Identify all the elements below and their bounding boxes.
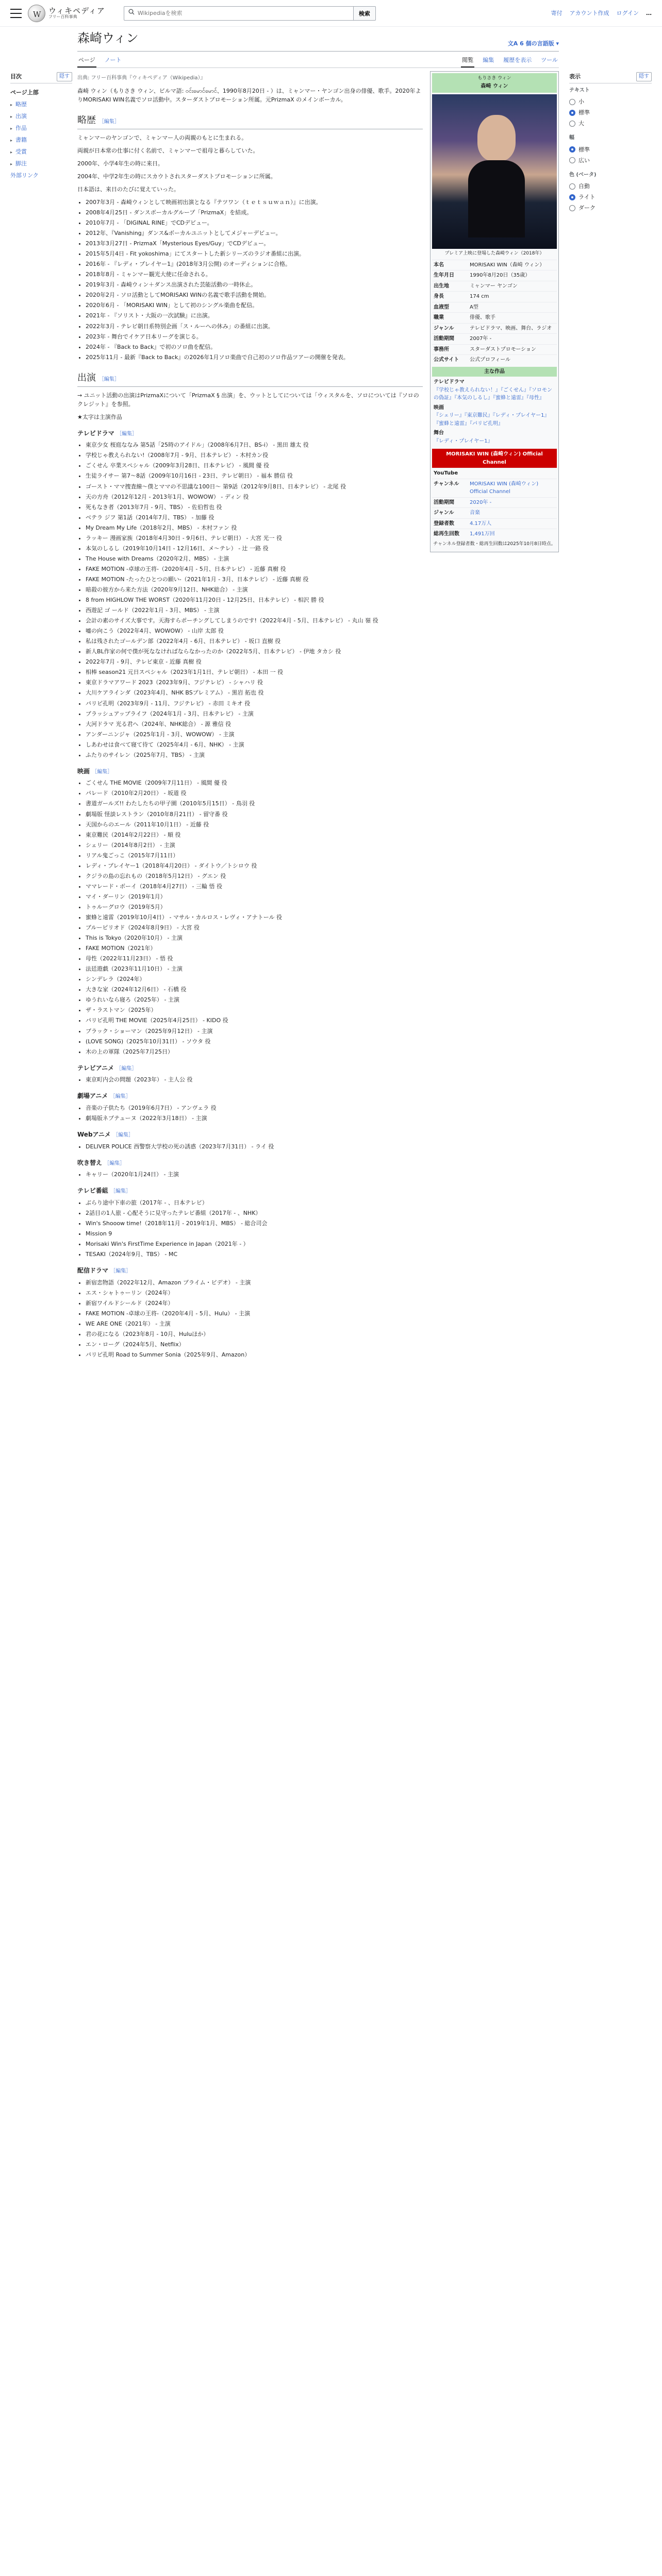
chevron-icon[interactable]: ▸ xyxy=(10,161,13,166)
chevron-icon[interactable]: ▸ xyxy=(10,102,13,107)
list-item[interactable]: • 暗殺の彼方から来た方法（2020年9月12日、NHK総合） - 主演 xyxy=(86,585,423,594)
youtube-value[interactable]: 1,491万回 xyxy=(470,531,495,537)
tv-anime-list xyxy=(77,1075,423,1084)
edit-link[interactable]: ［編集］ xyxy=(98,376,120,382)
list-item: • 2025年11月 - 最新『Back to Back』の2026年1月ソロ楽曲で自己初のソロ作品ツアーの開催を発表。 xyxy=(86,353,423,362)
tab-tools[interactable]: ツール xyxy=(541,57,558,64)
youtube-row xyxy=(432,518,557,529)
list-item: • 2016年 - 『レディ・プレイヤー1』(2018年3月公開) のオーディションに合格。 xyxy=(86,260,423,268)
radio-icon[interactable] xyxy=(569,110,575,116)
color-label: 色 (ベータ) xyxy=(569,172,597,178)
youtube-value[interactable] xyxy=(470,469,555,478)
edit-link[interactable]: ［編集］ xyxy=(116,431,137,437)
list-item[interactable]: • FAKE MOTION（2021年） xyxy=(86,944,423,953)
appearance-sidebar xyxy=(569,72,652,218)
youtube-value[interactable]: 2020年 - xyxy=(470,499,492,505)
list-item: • 2024年 - 『Back to Back』で初のソロ曲を配信。 xyxy=(86,343,423,351)
article-body xyxy=(77,71,423,1361)
youtube-key: チャンネル xyxy=(434,481,459,487)
infobox-key: 出生地 xyxy=(434,283,449,289)
search-bar xyxy=(124,6,376,21)
subsection-tv-anime: テレビアニメ ［編集］ xyxy=(77,1064,137,1072)
theater-anime-list xyxy=(77,1104,423,1123)
infobox-key: 本名 xyxy=(434,262,444,268)
infobox-key: 公式サイト xyxy=(434,357,459,363)
dub-list xyxy=(77,1170,423,1179)
list-item[interactable]: • 母性（2022年11月23日） - 悟 役 xyxy=(86,954,423,963)
youtube-rows xyxy=(432,468,557,539)
radio-label: 大 xyxy=(578,120,584,127)
bio-list xyxy=(77,198,423,362)
list-item[interactable]: • TESAKI（2024年9月、TBS） - MC xyxy=(86,1250,423,1259)
list-item[interactable]: • 音楽の子供たち（2019年6月7日） - アンヴェラ 役 xyxy=(86,1104,423,1112)
list-item[interactable]: • 法廷遊戯（2023年11月10日） - 主演 xyxy=(86,964,423,973)
wikipedia-globe-icon xyxy=(28,5,45,22)
list-item[interactable]: • ブラック・ショーマン（2025年9月12日） - 主演 xyxy=(86,1027,423,1036)
subsection-film: 映画 ［編集］ xyxy=(77,767,113,775)
list-item[interactable]: • レディ・プレイヤー1（2018年4月20日） - ダイトウ／トシロウ 役 xyxy=(86,861,423,870)
list-item[interactable]: • 大川ケアラインダ（2023年4月、NHK BSプレミアム） - 黒岩 拓也 役 xyxy=(86,688,423,697)
list-item[interactable]: • 劇場版 怪談レストラン（2010年8月21日） - 留守番 役 xyxy=(86,810,423,819)
radio-icon[interactable] xyxy=(569,194,575,200)
page-title: 森崎ウィン xyxy=(77,31,139,45)
chevron-icon[interactable]: ▸ xyxy=(10,126,13,131)
list-item[interactable]: • 東京ドラマアワード 2023（2023年9月、フジテレビ） - シャハリ 役 xyxy=(86,678,423,687)
infobox-key: 身長 xyxy=(434,294,444,300)
list-item[interactable]: • 新宿ワイルドシールド（2024年） xyxy=(86,1299,423,1308)
youtube-note: チャンネル登録者数・総再生回数は2025年10月8日時点。 xyxy=(433,541,556,547)
infobox-row xyxy=(432,291,557,302)
radio-option[interactable] xyxy=(569,118,652,129)
list-item[interactable]: • 生徒ライサー 第7～8話（2009年10月16日 - 23日、テレビ朝日） - 福本 勝信 役 xyxy=(86,471,423,480)
list-item[interactable]: • アンダーニンジャ（2025年1月 - 3月、WOWOW） - 主演 xyxy=(86,730,423,739)
search-input[interactable] xyxy=(138,10,349,16)
list-item[interactable]: • 木の上の軍隊（2025年7月25日） xyxy=(86,1047,423,1056)
tab-history[interactable]: 履歴を表示 xyxy=(503,57,532,64)
list-item[interactable]: • リアル鬼ごっこ（2015年7月11日） xyxy=(86,851,423,860)
create-account-link[interactable]: アカウント作成 xyxy=(569,9,609,16)
infobox-value: テレビドラマ、映画、舞台、ラジオ xyxy=(470,325,552,331)
article-source-line: 出典: フリー百科事典『ウィキペディア（Wikipedia）』 xyxy=(77,75,206,81)
list-item[interactable]: • 嘘の向こう（2022年4月、WOWOW） - 山岸 太郎 役 xyxy=(86,626,423,635)
bio-paragraphs xyxy=(77,133,423,194)
list-item: • 2015年5月4日 - Fit yokoshima」にてスタートした新シリーズのラジオ番組に出演。 xyxy=(86,249,423,258)
youtube-heading: MORISAKI WIN (森崎ウィン) Official Channel xyxy=(432,449,557,468)
search-button[interactable]: 検索 xyxy=(354,6,376,21)
youtube-key: 総再生回数 xyxy=(434,531,459,537)
login-link[interactable]: ログイン xyxy=(616,9,639,16)
tab-read[interactable]: 閲覧 xyxy=(461,54,474,67)
list-item[interactable]: • ベテラ ジフ 第1話（2014年7月、TBS） - 加藤 役 xyxy=(86,513,423,522)
list-item[interactable]: • ゆうれいなら寝ろ（2025年） - 主演 xyxy=(86,995,423,1004)
toc-label: 書籍 xyxy=(15,136,27,143)
radio-option[interactable] xyxy=(569,144,652,155)
list-item[interactable]: • しあわせは食べて寝て待て（2025年4月 - 6月、NHK） - 主演 xyxy=(86,740,423,749)
subsection-streaming: 配信ドラマ ［編集］ xyxy=(77,1267,131,1275)
list-item[interactable]: • ママレード・ボーイ（2018年4月27日） - 三輪 悟 役 xyxy=(86,882,423,891)
works-film[interactable]: 『シェリー』『東京難民』『レディ・プレイヤー1』『蜜蜂と遠雷』『パリピ孔明』 xyxy=(434,413,550,427)
list-item[interactable]: • パレード（2010年2月20日） - 坂道 役 xyxy=(86,789,423,798)
toc-item[interactable] xyxy=(10,146,72,158)
infobox-value: 2007年 - xyxy=(470,336,492,342)
web-anime-list xyxy=(77,1142,423,1151)
list-item[interactable]: • 蜜蜂と遠雷（2019年10月4日） - マサル・カルロス・レヴィ・アナトール 役 xyxy=(86,913,423,922)
youtube-key: 活動期間 xyxy=(434,499,454,505)
site-header xyxy=(0,0,662,27)
infobox-value: 1990年8月20日（35歳） xyxy=(470,273,531,279)
toc-label: 外部リンク xyxy=(10,172,39,179)
user-links xyxy=(551,9,652,18)
infobox-value: A型 xyxy=(470,304,478,310)
list-item: • 2018年8月 - ミャンマー観光大使に任命される。 xyxy=(86,270,423,279)
list-item[interactable]: • ごくせん THE MOVIE（2009年7月11日） - 風間 優 役 xyxy=(86,778,423,787)
list-item[interactable]: • ふたりのサイレン（2025年7月、TBS） - 主演 xyxy=(86,751,423,759)
list-item: • 2007年3月 - 森崎ウィンとして映画初出演となる『テツワン（ｔｅｔｓｕｗａｎ）』に出演。 xyxy=(86,198,423,207)
list-item[interactable]: • Win's Shooow time!（2018年11月 - 2019年1月、MBS） - 総合司会 xyxy=(86,1219,423,1228)
toc-item[interactable] xyxy=(10,87,72,98)
list-item[interactable]: • 本気のしるし（2019年10月14日 - 12月16日、メ〜テレ） - 辻 一路 役 xyxy=(86,544,423,553)
toc-label: 受賞 xyxy=(15,148,27,155)
infobox-value: MORISAKI WIN（森崎 ウィン） xyxy=(470,262,545,268)
infobox-value: 174 cm xyxy=(470,294,489,300)
list-item[interactable]: • 会計の素のサイズ大事です。天海すらポーチングしてしまうのです!（2022年4月 - 5月、日本テレビ） - 丸山 嶺 役 xyxy=(86,616,423,625)
streaming-list xyxy=(77,1278,423,1359)
infobox-name xyxy=(432,73,557,92)
youtube-key: 登録者数 xyxy=(434,520,454,527)
list-item[interactable]: • パリピ孔明 THE MOVIE（2025年4月25日） - KIDO 役 xyxy=(86,1016,423,1025)
width-group xyxy=(569,134,652,166)
infobox-row xyxy=(432,333,557,344)
list-item[interactable]: • クジラの島の忘れもの（2018年5月12日） - グエン 役 xyxy=(86,872,423,880)
list-item[interactable]: • FAKE MOTION -卓球の王将-（2020年4月 - 5月、日本テレビ） - 近藤 真樹 役 xyxy=(86,565,423,573)
list-item: • 2020年6月 - 「MORISAKI WIN」として初のシングル楽曲を配信。 xyxy=(86,301,423,310)
bio-paragraph: 2000年、小学4年生の時に来日。 xyxy=(77,160,163,167)
tab-edit[interactable]: 編集 xyxy=(483,57,494,64)
subsection-tv-variety: テレビ番組 ［編集］ xyxy=(77,1187,131,1195)
subsection-tv-drama: テレビドラマ ［編集］ xyxy=(77,429,137,437)
text-size-group xyxy=(569,87,652,129)
youtube-value[interactable]: MORISAKI WIN (森崎ウィン) Official Channel xyxy=(470,481,539,495)
youtube-row xyxy=(432,507,557,518)
toc-list xyxy=(10,87,72,181)
infobox-row xyxy=(432,281,557,292)
list-item[interactable]: • 君の花になる（2023年8月 - 10月、Huluほか） xyxy=(86,1330,423,1338)
list-item: • 2013年3月27日 - PrizmaX「Mysterious Eyes/Guy」でCDデビュー。 xyxy=(86,239,423,248)
infobox-row xyxy=(432,312,557,323)
radio-label: 小 xyxy=(578,98,584,105)
toc-label: ページ上部 xyxy=(10,89,39,96)
list-item: • 2008年4月25日 - ダンスボーカルグループ「PrizmaX」を結成。 xyxy=(86,208,423,217)
bio-paragraph: 日本語は、来日のたびに覚えていった。 xyxy=(77,185,179,193)
infobox-kana: もりさき ウィン xyxy=(477,76,511,81)
list-item[interactable]: • エン・ローグ（2024年5月、Netflix） xyxy=(86,1340,423,1349)
search-icon xyxy=(128,9,135,18)
text-size-label: テキスト xyxy=(569,87,590,93)
list-item[interactable]: • 天国からのエール（2011年10月1日） - 近藤 役 xyxy=(86,820,423,829)
list-item[interactable]: • Mission 9 xyxy=(86,1229,423,1238)
youtube-key: YouTube xyxy=(434,470,458,477)
list-item[interactable]: • 新人BL作家の何で僕が死ななければならなかったのか（2022年5月、日本テレビ） - 伊地 タカシ 役 xyxy=(86,647,423,656)
list-item: • 2021年 - 『ソリスト・大阪の一次試験』に出演。 xyxy=(86,311,423,320)
list-item: • 2010年7月 - 「DIGINAL RINE」でCDデビュー。 xyxy=(86,218,423,227)
radio-label: 自動 xyxy=(578,183,590,190)
radio-label: 標準 xyxy=(578,146,590,153)
list-item[interactable]: • シェリー（2014年8月2日） - 主演 xyxy=(86,841,423,850)
list-item[interactable]: • 新宿恋物語（2022年12月、Amazon プライム・ビデオ） - 主演 xyxy=(86,1278,423,1287)
list-item[interactable]: • キャリー（2020年1月24日） - 主演 xyxy=(86,1170,423,1179)
language-count: 6 個の言語版 xyxy=(520,40,554,47)
toc-label: 脚注 xyxy=(15,160,27,167)
main-content xyxy=(77,29,559,1361)
toc-item[interactable] xyxy=(10,158,72,170)
infobox-key: 生年月日 xyxy=(434,273,454,279)
infobox-key: 事務所 xyxy=(434,346,449,352)
list-item[interactable]: • My Dream My Life（2018年2月、MBS） - 木村ファン 役 xyxy=(86,523,423,532)
list-item[interactable]: • ブルーピリオド（2024年8月9日） - 大宮 役 xyxy=(86,923,423,932)
edit-link[interactable]: ［編集］ xyxy=(116,1065,137,1072)
subsection-web-anime: Webアニメ ［編集］ xyxy=(77,1130,134,1138)
infobox-row xyxy=(432,302,557,313)
edit-link[interactable]: ［編集］ xyxy=(92,769,113,775)
list-item[interactable]: • ごくせん 卒業スペシャル（2009年3月28日、日本テレビ） - 風間 優 役 xyxy=(86,461,423,470)
infobox-main-name: 森崎 ウィン xyxy=(481,83,508,90)
toc-item[interactable] xyxy=(10,134,72,146)
radio-option[interactable] xyxy=(569,202,652,213)
film-list xyxy=(77,778,423,1056)
lead-paragraph: 森崎 ウィン（もりさき ウィン、ビルマ語: ဝင်းမောင်မောင်、1990年8月20日 - ）は、ミャンマー・ヤンゴン出身の俳優、歌手。2020年よりMORISAKI WIN名義でソロ活動中。スターダストプロモーション所属。元PrizmaX のメインボーカル。 xyxy=(77,87,421,103)
toc-heading: 目次 xyxy=(10,73,22,80)
list-item[interactable]: • WE ARE ONE（2021年） - 主演 xyxy=(86,1319,423,1328)
list-item[interactable]: • FAKE MOTION -卓球の王将-（2020年4月 - 5月、Hulu） - 主演 xyxy=(86,1309,423,1318)
donate-link[interactable]: 寄付 xyxy=(551,9,562,16)
tv-drama-list xyxy=(77,440,423,759)
infobox-row xyxy=(432,323,557,334)
list-item[interactable]: • ゴースト・ママ捜査線〜僕とママの不思議な100日〜 第9話（2012年9月8日、日本テレビ） - 北尾 役 xyxy=(86,482,423,491)
list-item[interactable]: • 天の方舟（2012年12月 - 2013年1月、WOWOW） - ディン 役 xyxy=(86,493,423,501)
section-heading-bio: 略歴 ［編集］ xyxy=(77,113,423,129)
radio-label: ライト xyxy=(578,194,595,201)
list-item[interactable]: • 2話目の1人旅 - 心配そうに見守ったテレビ番組（2017年 - 、NHK） xyxy=(86,1209,423,1217)
youtube-row xyxy=(432,479,557,497)
tab-talk[interactable]: ノート xyxy=(104,57,122,64)
infobox-value: 公式プロフィール xyxy=(470,357,510,363)
infobox-key: ジャンル xyxy=(434,325,454,331)
list-item[interactable]: • 大河ドラマ 光る君へ（2024年、NHK総合） - 源 雅信 役 xyxy=(86,720,423,728)
infobox xyxy=(430,71,559,552)
list-item: • 2012年、『Vanishing』ダンス&ボーカルユニットとしてメジャーデビュー。 xyxy=(86,229,423,238)
bio-paragraph: 両親が日本常の仕事に付く名前で、ミャンマーで祖母と暮らしていた。 xyxy=(77,147,259,154)
list-item[interactable]: • ザ・ラストマン（2025年） xyxy=(86,1006,423,1014)
bio-paragraph: 2004年、中学2年生の時にスカウトされスターダストプロモーションに所属。 xyxy=(77,173,276,180)
list-item: • 2019年3月 - 森崎ウィン＋ダンス出演された芸能活動の一時休止。 xyxy=(86,280,423,289)
list-item[interactable]: • 書道ガールズ!! わたしたちの甲子園（2010年5月15日） - 鳥羽 役 xyxy=(86,799,423,808)
infobox-rows xyxy=(432,260,557,365)
edit-link[interactable]: ［編集］ xyxy=(110,1268,131,1275)
infobox-value: ミャンマー ヤンゴン xyxy=(470,283,518,289)
list-item[interactable]: • 東京町内会の問題（2023年） - 主人公 役 xyxy=(86,1075,423,1084)
toc-label: 出演 xyxy=(15,112,27,120)
radio-option[interactable] xyxy=(569,107,652,118)
bio-paragraph: ミャンマーのヤンゴンで、ミャンマー人の両親のもとに生まれる。 xyxy=(77,134,247,141)
list-item[interactable]: • FAKE MOTION -たったひとつの願い-（2021年1月 - 3月、日本テレビ） - 近藤 真樹 役 xyxy=(86,575,423,584)
logo-title: ウィキペディア xyxy=(48,6,105,15)
infobox-row xyxy=(432,354,557,365)
youtube-row xyxy=(432,497,557,508)
list-item[interactable]: • 私は残されたゴールデン部（2022年4月 - 6月、日本テレビ） - 坂口 直樹 役 xyxy=(86,637,423,646)
list-item[interactable]: • 大きな家（2024年12月6日） - 石橋 役 xyxy=(86,985,423,994)
list-item[interactable]: • 学校じゃ教えられない!（2008年7月 - 9月、日本テレビ） - 木村カン役 xyxy=(86,451,423,460)
infobox-key: 血液型 xyxy=(434,304,449,310)
list-item[interactable]: • 2022年7月 - 9月、テレビ東京 - 近藤 真樹 役 xyxy=(86,657,423,666)
edit-link[interactable]: ［編集］ xyxy=(98,118,120,125)
works-tv[interactable]: 『学校じゃ教えられない！』『ごくせん』『ソロモンの偽証』『本気のしるし』『蜜蜂と遠雷』『母性』 xyxy=(434,387,552,401)
list-item[interactable]: • 西遊記 ゴ ールド（2022年1月 - 3月、MBS） - 主演 xyxy=(86,606,423,615)
radio-option[interactable] xyxy=(569,181,652,192)
edit-link[interactable]: ［編集］ xyxy=(104,1160,125,1166)
list-item[interactable]: • ぶらり途中下車の旅（2017年 - 、日本テレビ） xyxy=(86,1198,423,1207)
list-item[interactable]: • ラッキー 漫画家族（2018年4月30日 - 9月6日、テレビ朝日） - 大宮 光一 役 xyxy=(86,534,423,543)
infobox-key: 職業 xyxy=(434,315,444,321)
list-item[interactable]: • This is Tokyo（2020年10月） - 主演 xyxy=(86,934,423,942)
youtube-row xyxy=(432,529,557,539)
edit-link[interactable]: ［編集］ xyxy=(110,1189,131,1195)
list-item[interactable]: • エス・シャトゥーリン（2024年） xyxy=(86,1289,423,1297)
site-logo[interactable] xyxy=(28,5,105,22)
radio-label: 標準 xyxy=(578,109,590,116)
toc-item[interactable] xyxy=(10,122,72,134)
radio-label: 広い xyxy=(578,157,590,164)
radio-label: ダーク xyxy=(578,205,595,212)
toc-label: 作品 xyxy=(15,124,27,131)
list-item[interactable]: • 8 from HIGHLOW THE WORST（2020年11月20日 - 12月25日、日本テレビ） - 相沢 勝 役 xyxy=(86,596,423,604)
search-box xyxy=(124,6,354,21)
view-tabs xyxy=(461,54,559,67)
width-label: 幅 xyxy=(569,135,574,141)
works-heading: 主な作品 xyxy=(432,367,557,377)
toc-item[interactable] xyxy=(10,110,72,122)
infobox-value: スターダストプロモーション xyxy=(470,346,536,352)
works-stage[interactable]: 『レディ・プレイヤー1』 xyxy=(434,438,493,444)
list-item[interactable]: • 死もなき者（2013年7月 - 9月、TBS） - 佐伯哲也 役 xyxy=(86,503,423,512)
list-item[interactable]: • 東京難民（2014年2月22日） - 順 役 xyxy=(86,831,423,839)
list-item: • 2023年 - 舞台でイケア日本リーグを演じる。 xyxy=(86,332,423,341)
color-group xyxy=(569,171,652,214)
youtube-value[interactable]: 4.17万人 xyxy=(470,520,492,527)
tv-variety-list xyxy=(77,1198,423,1259)
chevron-icon[interactable]: ▸ xyxy=(10,149,13,155)
radio-icon[interactable] xyxy=(569,146,575,152)
tab-page[interactable]: ページ xyxy=(77,54,96,67)
infobox-value: 俳優、歌手 xyxy=(470,315,495,321)
edit-link[interactable]: ［編集］ xyxy=(110,1094,131,1100)
radio-icon[interactable] xyxy=(569,205,575,211)
youtube-row xyxy=(432,468,557,479)
radio-icon[interactable] xyxy=(569,183,575,190)
works-tv-label: テレビドラマ xyxy=(434,379,465,385)
toc-item[interactable] xyxy=(10,98,72,110)
list-item[interactable]: • (LOVE SONG)（2025年10月31日） - ソウタ 役 xyxy=(86,1037,423,1046)
list-item: • 2020年2月 - ソロ活動としてMORISAKI WINの名義で歌手活動を開始。 xyxy=(86,291,423,299)
list-item[interactable]: • ブラッシュアップライフ（2024年1月 - 3月、日本テレビ） - 主演 xyxy=(86,709,423,718)
toc-sidebar xyxy=(10,72,72,181)
infobox-key: 活動期間 xyxy=(434,336,454,342)
chevron-icon[interactable]: ▸ xyxy=(10,138,13,143)
works-film-label: 映画 xyxy=(434,404,444,411)
more-icon[interactable]: … xyxy=(646,9,652,16)
appearance-heading: 表示 xyxy=(569,73,581,80)
photo-caption: プレミア上映に登場した森崎ウィン（2018年） xyxy=(444,250,544,256)
infobox-row xyxy=(432,270,557,281)
list-item[interactable]: • 東京少女 桜庭ななみ 第5話「25時のアイドル」（2008年6月7日、BS-i） - 黒田 雄太 役 xyxy=(86,440,423,449)
youtube-key: ジャンル xyxy=(434,510,454,516)
list-item[interactable]: • トゥルーグロウ（2019年5月） xyxy=(86,903,423,911)
logo-subtitle: フリー百科事典 xyxy=(48,14,77,20)
radio-icon[interactable] xyxy=(569,99,575,105)
radio-option[interactable] xyxy=(569,155,652,166)
list-item[interactable]: • マイ・ダーリン（2019年1月） xyxy=(86,892,423,901)
chevron-icon[interactable]: ▸ xyxy=(10,114,13,119)
list-item[interactable]: • パリピ孔明 Road to Summer Sonia（2025年9月、Amazon） xyxy=(86,1350,423,1359)
radio-icon[interactable] xyxy=(569,157,575,163)
youtube-value[interactable]: 音楽 xyxy=(470,510,480,516)
infobox-row xyxy=(432,260,557,270)
main-menu-icon[interactable] xyxy=(10,9,22,18)
language-button[interactable]: 文A 6 個の言語版 ▾ xyxy=(507,40,559,47)
list-item[interactable]: • Morisaki Win's FirstTime Experience in Japan（2021年 - ） xyxy=(86,1240,423,1248)
appear-note: → ユニット活動の出演はPrizmaXについて「PrizmaX § 出演」を、ウットとしてについては「ウィスタルを、ソロについては『ソロのクレジット』を参照。 xyxy=(77,392,419,408)
subsection-dub: 吹き替え ［編集］ xyxy=(77,1159,125,1166)
list-item[interactable]: • 劇場版ネプテューヌ（2022年3月18日） - 主演 xyxy=(86,1114,423,1123)
list-item[interactable]: • The House with Dreams（2020年2月、MBS） - 主演 xyxy=(86,554,423,563)
section-heading-appear: 出演 ［編集］ xyxy=(77,371,423,387)
works-stage-label: 舞台 xyxy=(434,430,444,436)
namespace-tabs xyxy=(77,54,122,67)
toc-hide-button[interactable]: 隠す xyxy=(57,72,72,81)
edit-link[interactable]: ［編集］ xyxy=(113,1132,134,1138)
toc-item[interactable] xyxy=(10,170,72,181)
subsection-theater-anime: 劇場アニメ ［編集］ xyxy=(77,1092,131,1100)
radio-option[interactable] xyxy=(569,96,652,107)
list-item[interactable]: • DELIVER POLICE 西警察大学校の死の誘惑（2023年7月31日） - ライ 役 xyxy=(86,1142,423,1151)
bold-note: ★太字は主演作品 xyxy=(77,413,122,420)
list-item[interactable]: • シンデレラ（2024年） xyxy=(86,975,423,984)
list-item[interactable]: • パリピ孔明（2023年9月 - 11月、フジテレビ） - 赤田 ミキオ 役 xyxy=(86,699,423,708)
toc-label: 略歴 xyxy=(15,100,27,108)
radio-icon[interactable] xyxy=(569,121,575,127)
infobox-row xyxy=(432,344,557,355)
list-item: • 2022年3月 - テレビ朝日系特別企画「ス・ルーへの休み」の番組に出演。 xyxy=(86,322,423,331)
radio-option[interactable] xyxy=(569,192,652,202)
portrait-photo[interactable] xyxy=(432,94,557,249)
list-item[interactable]: • 相棒 season21 元日スペシャル（2023年1月1日、テレビ朝日） - 本田 一 役 xyxy=(86,668,423,676)
appearance-hide-button[interactable]: 隠す xyxy=(636,72,652,81)
